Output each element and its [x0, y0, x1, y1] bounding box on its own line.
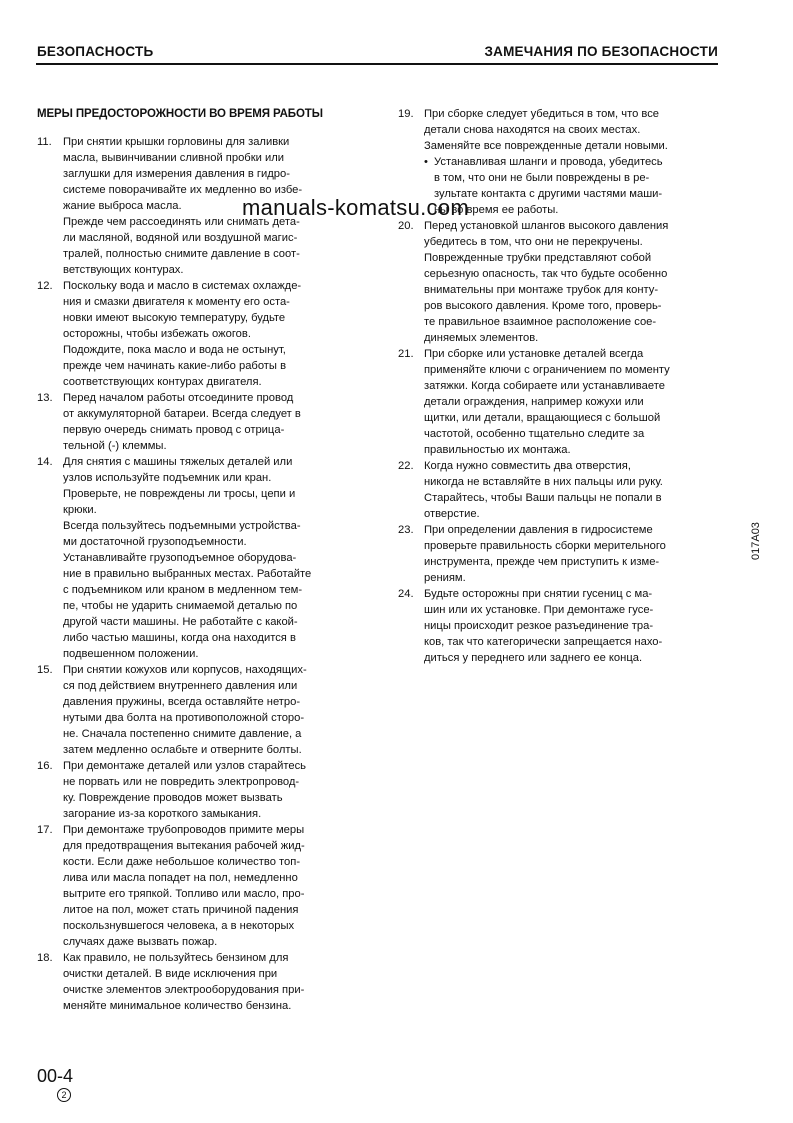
item-paragraph: Для снятия с машины тяжелых деталей или узлов используйте подъемник или кран. Проверьте, не повреждены ли тросы, цепи и крюки. — [63, 456, 296, 516]
item-paragraph: Перед установкой шлангов высокого давления убедитесь в том, что они не перекручены. Поврежденные трубки представляют собой серьезную опасность, так что будьте особенно внимательны при монтаже трубок для конту- ров высокого давления. Кроме того, проверь- те правильное взаимное расположение сое- диняемых элементов. — [424, 220, 669, 344]
item-body — [63, 662, 357, 758]
item-paragraph: Всегда пользуйтесь подъемными устройства- ми достаточной грузоподъемности. — [63, 520, 301, 548]
list-item — [398, 522, 720, 586]
item-number: 15. — [37, 664, 53, 676]
item-body — [63, 950, 357, 1014]
item-number: 17. — [37, 824, 53, 836]
item-number: 21. — [398, 348, 414, 360]
item-number: 23. — [398, 524, 414, 536]
item-paragraph: Как правило, не пользуйтесь бензином для очистки деталей. В виде исключения при очистке элементов электрооборудования при- меняйте минимальное количество бензина. — [63, 952, 305, 1012]
item-number: 24. — [398, 588, 414, 600]
item-paragraph: Прежде чем рассоединять или снимать дета- ли масляной, водяной или воздушной магис- тралей, полностью снимите давление в соот- ветствующих контурах. — [63, 216, 300, 276]
item-number: 16. — [37, 760, 53, 772]
item-number: 14. — [37, 456, 53, 468]
bullet-text: Устанавливая шланги и провода, убедитесь в том, что они не были повреждены в ре- зультате контакта с другими частями маши- ны во время ее работы. — [434, 156, 663, 216]
item-number: 11. — [37, 136, 52, 148]
item-body — [424, 458, 720, 522]
item-body — [63, 758, 357, 822]
item-body — [424, 346, 720, 458]
item-body — [424, 522, 720, 586]
header-section-title: БЕЗОПАСНОСТЬ — [37, 44, 154, 59]
item-paragraph: При сборке следует убедиться в том, что все детали снова находятся на своих местах. Заменяйте все поврежденные детали новыми. — [424, 108, 668, 152]
list-item — [398, 346, 720, 458]
list-item — [37, 662, 357, 758]
item-number: 12. — [37, 280, 53, 292]
item-paragraph: При сборке или установке деталей всегда применяйте ключи с ограничением по моменту затяжки. Когда собираете или устанавливаете детали ограждения, например кожухи или щитки, или детали, вращающиеся с большой частотой, особенно тщательно следите за правильностью их монтажа. — [424, 348, 670, 456]
item-body — [63, 390, 357, 454]
item-number: 19. — [398, 108, 414, 120]
item-body — [63, 454, 357, 662]
section-title: МЕРЫ ПРЕДОСТОРОЖНОСТИ ВО ВРЕМЯ РАБОТЫ — [37, 108, 323, 120]
item-paragraph: Когда нужно совместить два отверстия, никогда не вставляйте в них пальцы или руку. Старайтесь, чтобы Ваши пальцы не попали в отверстие. — [424, 460, 663, 520]
item-paragraph: Будьте осторожны при снятии гусениц с ма- шин или их установке. При демонтаже гусе- ницы происходит резкое разъединение тра- ков, так что категорически запрещается нахо- диться у переднего или заднего ее конца. — [424, 588, 663, 664]
list-item — [37, 454, 357, 662]
page-number: 00-4 — [37, 1066, 74, 1086]
bullet-dot-icon: • — [424, 156, 428, 168]
item-number: 22. — [398, 460, 414, 472]
item-body — [424, 218, 720, 346]
item-paragraph: При демонтаже деталей или узлов старайтесь не порвать или не повредить электропровод- ку. Повреждение проводов может вызвать загорание из-за короткого замыкания. — [63, 760, 307, 820]
right-item-list — [398, 106, 720, 666]
list-item — [37, 822, 357, 950]
list-item — [37, 278, 357, 390]
revision-mark: 2 — [57, 1088, 71, 1102]
item-body — [63, 822, 357, 950]
side-code: 017A03 — [750, 522, 762, 560]
item-paragraph: Поскольку вода и масло в системах охлажде- ния и смазки двигателя к моменту его оста- новки имеют высокую температуру, будьте осторожны, чтобы избежать ожогов. — [63, 280, 302, 340]
item-body — [63, 278, 357, 390]
item-paragraph: При снятии кожухов или корпусов, находящих- ся под действием внутреннего давления или давления пружины, всегда оставляйте нетро- нутыми два болта на противоположной сторо- не. Сначала постепенно снимите давление, а затем медленно ослабьте и отверните болты. — [63, 664, 307, 756]
right-column — [398, 106, 720, 666]
list-item — [37, 950, 357, 1014]
list-item — [37, 758, 357, 822]
list-item — [398, 586, 720, 666]
item-body — [424, 586, 720, 666]
item-paragraph: Устанавливайте грузоподъемное оборудова- ние в правильно выбранных местах. Работайте с подъемником или краном в медленном тем- пе, чтобы не ударить снимаемой деталью по другой части машины. Не работайте с какой- либо частью машины, когда она находится в подвешенном положении. — [63, 552, 312, 660]
header-rule — [36, 63, 718, 65]
list-item — [37, 390, 357, 454]
item-paragraph: При определении давления в гидросистеме проверьте правильность сборки мерительного инструмента, прежде чем приступить к изме- рениям. — [424, 524, 666, 584]
left-column — [37, 106, 357, 1014]
item-number: 13. — [37, 392, 53, 404]
item-paragraph: При демонтаже трубопроводов примите меры для предотвращения вытекания рабочей жид- кости. Если даже небольшое количество топ- лива или масла попадет на пол, немедленно вытрите его тряпкой. Топливо или масло, про- литое на пол, может стать причиной падения поскользнувшегося человека, а в некоторых случаях даже вызвать пожар. — [63, 824, 305, 948]
item-number: 20. — [398, 220, 414, 232]
watermark-text: manuals-komatsu.com — [242, 195, 469, 220]
left-item-list — [37, 134, 357, 1014]
list-item — [398, 218, 720, 346]
header-chapter-title: ЗАМЕЧАНИЯ ПО БЕЗОПАСНОСТИ — [484, 44, 718, 59]
item-number: 18. — [37, 952, 53, 964]
item-paragraph: Подождите, пока масло и вода не остынут, прежде чем начинать какие-либо работы в соответствующих контурах двигателя. — [63, 344, 287, 388]
item-paragraph: Перед началом работы отсоедините провод от аккумуляторной батареи. Всегда следует в первую очередь снимать провод с отрица- тельной (-) клеммы. — [63, 392, 301, 452]
list-item — [398, 458, 720, 522]
item-paragraph: При снятии крышки горловины для заливки масла, вывинчивании сливной пробки или заглушки для измерения давления в гидро- системе поворачивайте их медленно во избе- жание выброса масла. — [63, 136, 303, 212]
